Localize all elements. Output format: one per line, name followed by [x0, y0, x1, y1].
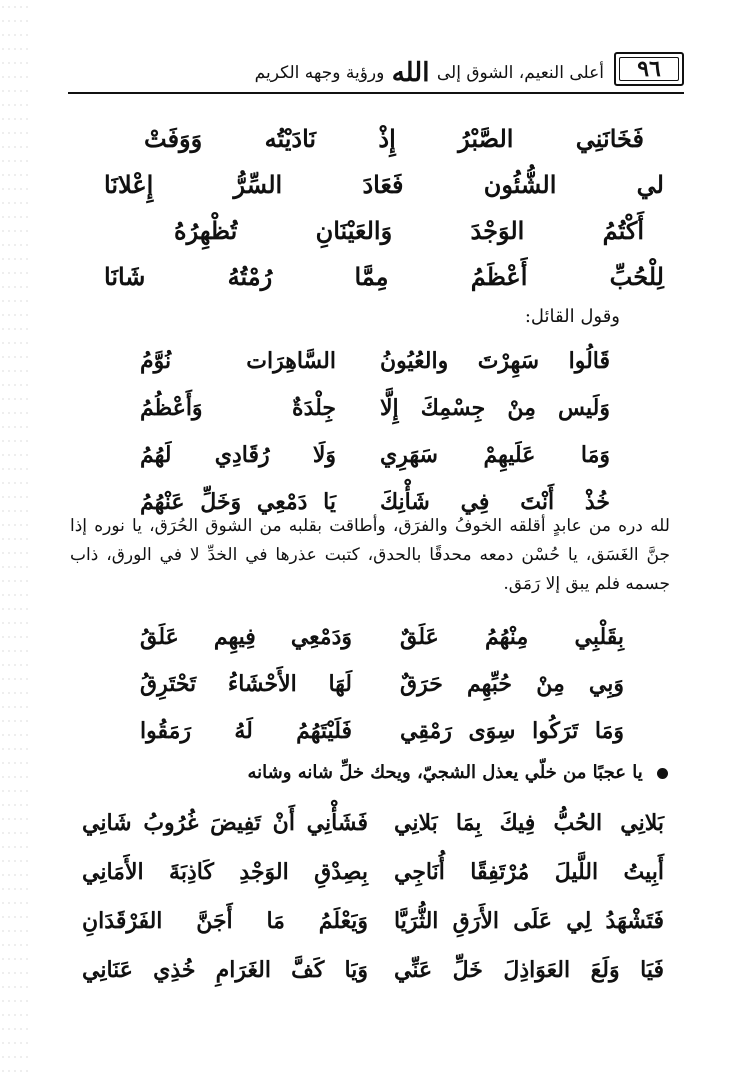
couplets-block-1: [0, 338, 752, 526]
first-hemistich: وَمَا عَلَيهِمْ سَهَرِي: [380, 442, 610, 468]
first-hemistich: فَيَا وَلَعَ العَوَاذِلَ خَلِّ عَنِّي: [394, 957, 664, 983]
page-header: [68, 46, 684, 94]
couplet: [0, 898, 752, 947]
second-hemistich: فَشَأْنِي أَنْ تَفِيضَ غُرُوبُ شَانِي: [82, 810, 368, 836]
first-hemistich: خُذْ أَنْتَ فِي شَأْنِكَ: [380, 489, 610, 515]
first-hemistich: بَلانِي الحُبُّ فِيكَ بِمَا بَلانِي: [394, 810, 664, 836]
second-hemistich: السَّاهِرَات نُوَّمُ: [140, 348, 336, 374]
second-hemistich: جِلْدَةٌ وَأَعْظُمُ: [140, 395, 336, 421]
intro-text: وقول القائل:: [524, 306, 620, 327]
prose-paragraph: [70, 512, 670, 599]
first-hemistich: فَتَشْهَدُ لِي عَلَى الأَرَقِ الثُّرَيَّا: [394, 908, 664, 934]
verse-line: أَكْتُمُ الوَجْدَ وَالعَيْنَانِ تُظْهِرُهُ: [174, 216, 644, 245]
bullet-line: [68, 762, 668, 783]
verse-line: لِلْحُبِّ أَعْظَمُ مِمَّا رُمْتُهُ شَانَا: [104, 262, 664, 291]
second-hemistich: وَيَعْلَمُ مَا أَجَنَّ الفَرْقَدَانِ: [82, 908, 368, 934]
couplet: [0, 385, 752, 432]
couplets-block-3: [0, 800, 752, 996]
verse-line: فَخَانَنِي الصَّبْرُ إِذْ نَادَيْتُه وَوَفَتْ: [144, 124, 644, 153]
second-hemistich: بِصِدْقِ الوَجْدِ كَاذِبَةَ الأَمَانِي: [82, 859, 368, 885]
page-number-frame: [614, 52, 684, 86]
first-hemistich: وَبِي مِنْ حُبِّهِم حَرَقٌ: [400, 671, 624, 697]
first-hemistich: أَبِيتُ اللَّيلَ مُرْتَفِقًا أُنَاجِي: [394, 859, 664, 885]
running-title: [68, 58, 604, 88]
page-number: ٩٦: [637, 56, 661, 82]
couplet: [0, 800, 752, 849]
prose-text: لله دره من عابدٍ أقلقه الخوفُ والفرَق، وأطاقت بقلبه من الشوق الحُرَق، يا نوره إذا جنَّ الغَسَق، يا حُسْن دمعه محدقًا بالحدق، كتبت عذرها في الخدِّ لا في الورق، ذاب جسمه فلم يبق إلا رَمَق.: [70, 516, 670, 594]
bullet-icon: [657, 768, 668, 779]
verse-line: لي الشُّئُون فَعَادَ السِّرُّ إِعْلانَا: [104, 170, 664, 199]
first-hemistich: قَالُوا سَهِرْتَ والعُيُونُ: [380, 348, 610, 374]
couplet: [0, 849, 752, 898]
couplet: [0, 614, 752, 661]
second-hemistich: لَهَا الأَحْشَاءُ تَحْتَرِقُ: [140, 671, 352, 697]
couplet: [0, 708, 752, 755]
running-title-start: أعلى النعيم، الشوق إلى: [436, 63, 604, 83]
second-hemistich: وَيَا كَفَّ الغَرَامِ خُذِي عَنَانِي: [82, 957, 368, 983]
second-hemistich: فَلَيْتَهُمُ لَهُ رَمَقُوا: [140, 718, 352, 744]
couplet: [0, 432, 752, 479]
first-hemistich: وَمَا تَرَكُوا سِوَى رَمْقِي: [400, 718, 624, 744]
second-hemistich: يَا دَمْعِي وَخَلِّ عَنْهُمُ: [140, 489, 336, 515]
running-title-allah: الله: [391, 58, 430, 88]
verse-block-1: [104, 116, 664, 300]
couplet: [0, 661, 752, 708]
first-hemistich: وَلَيس مِنْ جِسْمِكَ إِلَّا: [380, 395, 610, 421]
second-hemistich: وَلَا رُقَادِي لَهُمُ: [140, 442, 336, 468]
bullet-text: يا عجبًا من خلّي يعذل الشجيّ، ويحك خلِّ شانه وشانه: [247, 762, 643, 783]
running-title-end: ورؤية وجهه الكريم: [254, 63, 385, 83]
couplet: [0, 947, 752, 996]
second-hemistich: وَدَمْعِي فِيهِم عَلَقُ: [140, 624, 352, 650]
couplet: [0, 338, 752, 385]
first-hemistich: بِقَلْبِي مِنْهُمُ عَلَقٌ: [400, 624, 624, 650]
couplets-block-2: [0, 614, 752, 755]
